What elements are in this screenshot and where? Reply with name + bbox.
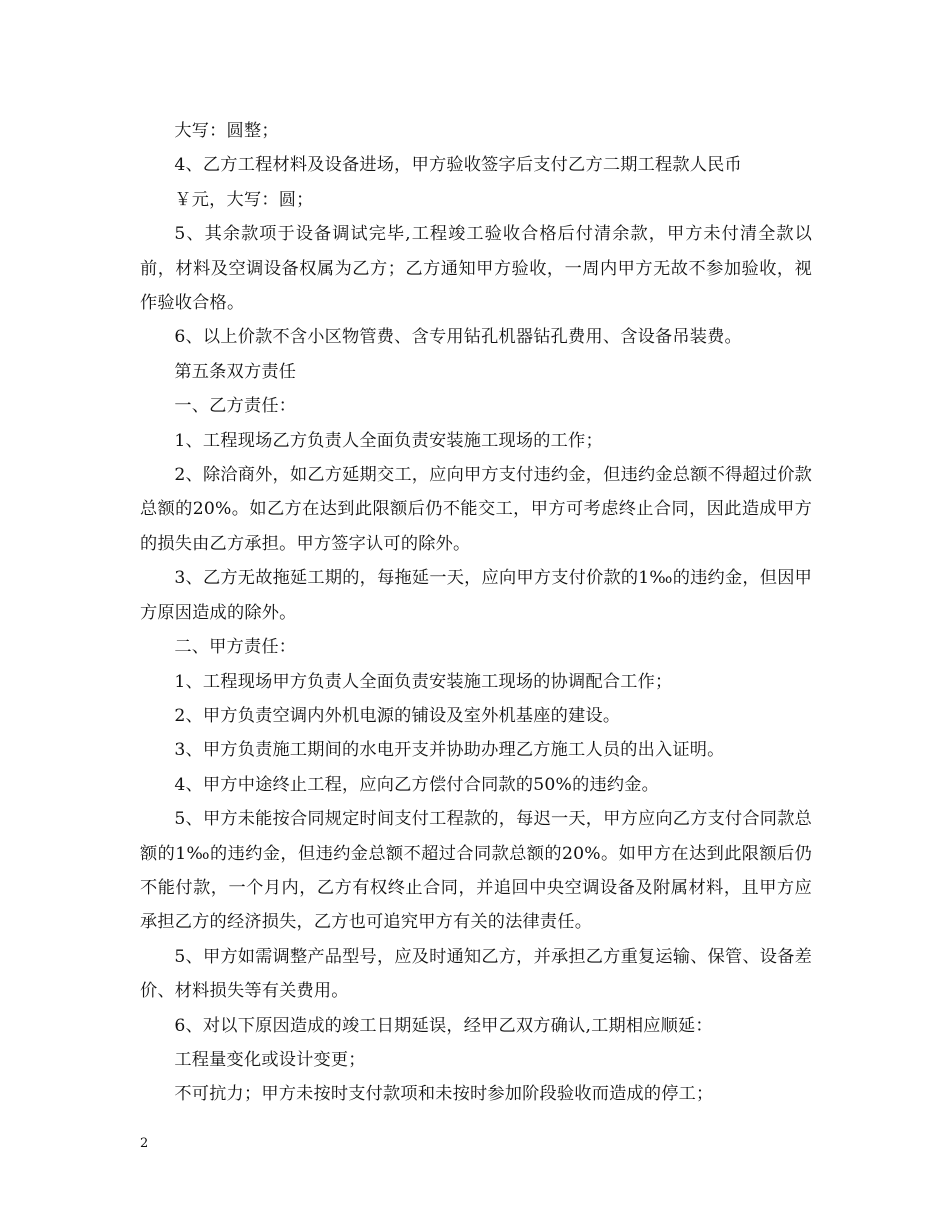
paragraph: 4、乙方工程材料及设备进场，甲方验收签字后支付乙方二期工程款人民币 xyxy=(174,155,742,176)
paragraph: 1、工程现场甲方负责人全面负责安装施工现场的协调配合工作； xyxy=(174,671,673,692)
paragraph: 3、乙方无故拖延工期的，每拖延一天，应向甲方支付价款的1‰的违约金，但因甲方原因造成的除外。 xyxy=(140,568,812,623)
paragraph: 1、工程现场乙方负责人全面负责安装施工现场的工作； xyxy=(174,430,603,451)
page-number: 2 xyxy=(140,1136,149,1151)
paragraph: 3、甲方负责施工期间的水电开支并协助办理乙方施工人员的出入证明。 xyxy=(174,740,725,761)
section-heading: 第五条双方责任 xyxy=(174,361,297,382)
subsection-heading: 二、甲方责任： xyxy=(174,637,297,658)
paragraph: 2、除洽商外，如乙方延期交工，应向甲方支付违约金，但违约金总额不得超过价款总额的20%。如乙方在达到此限额后仍不能交工，甲方可考虑终止合同，因此造成甲方的损失由乙方承担。甲方签字认可的除外。 xyxy=(140,465,812,554)
paragraph: 6、对以下原因造成的竣工日期延误，经甲乙双方确认,工期相应顺延： xyxy=(174,1015,713,1036)
paragraph: 5、其余款项于设备调试完毕,工程竣工验收合格后付清余款，甲方未付清全款以前，材料及空调设备权属为乙方；乙方通知甲方验收，一周内甲方无故不参加验收，视作验收合格。 xyxy=(140,224,812,314)
paragraph: 5、甲方如需调整产品型号，应及时通知乙方，并承担乙方重复运输、保管、设备差价、材料损失等有关费用。 xyxy=(140,946,812,1002)
paragraph: 5、甲方未能按合同规定时间支付工程款的，每迟一天，甲方应向乙方支付合同款总额的1‰的违约金，但违约金总额不超过合同款总额的20%。如甲方在达到此限额后仍不能付款，一个月内，乙方有权终止合同，并追回中央空调设备及附属材料，且甲方应承担乙方的经济损失，乙方也可追究甲方有关的法律责任。 xyxy=(140,809,812,933)
paragraph: ￥元，大写：圆； xyxy=(174,189,314,210)
paragraph: 6、以上价款不含小区物管费、含专用钻孔机器钻孔费用、含设备吊装费。 xyxy=(174,327,742,348)
paragraph: 4、甲方中途终止工程，应向乙方偿付合同款的50%的违约金。 xyxy=(174,774,660,795)
subsection-heading: 一、乙方责任： xyxy=(174,396,297,417)
paragraph: 工程量变化或设计变更； xyxy=(174,1049,366,1070)
paragraph: 不可抗力；甲方未按时支付款项和未按时参加阶段验收而造成的停工； xyxy=(174,1084,714,1105)
paragraph: 2、甲方负责空调内外机电源的铺设及室外机基座的建设。 xyxy=(174,705,621,726)
paragraph: 大写：圆整； xyxy=(174,121,279,141)
contract-body xyxy=(140,114,812,1112)
